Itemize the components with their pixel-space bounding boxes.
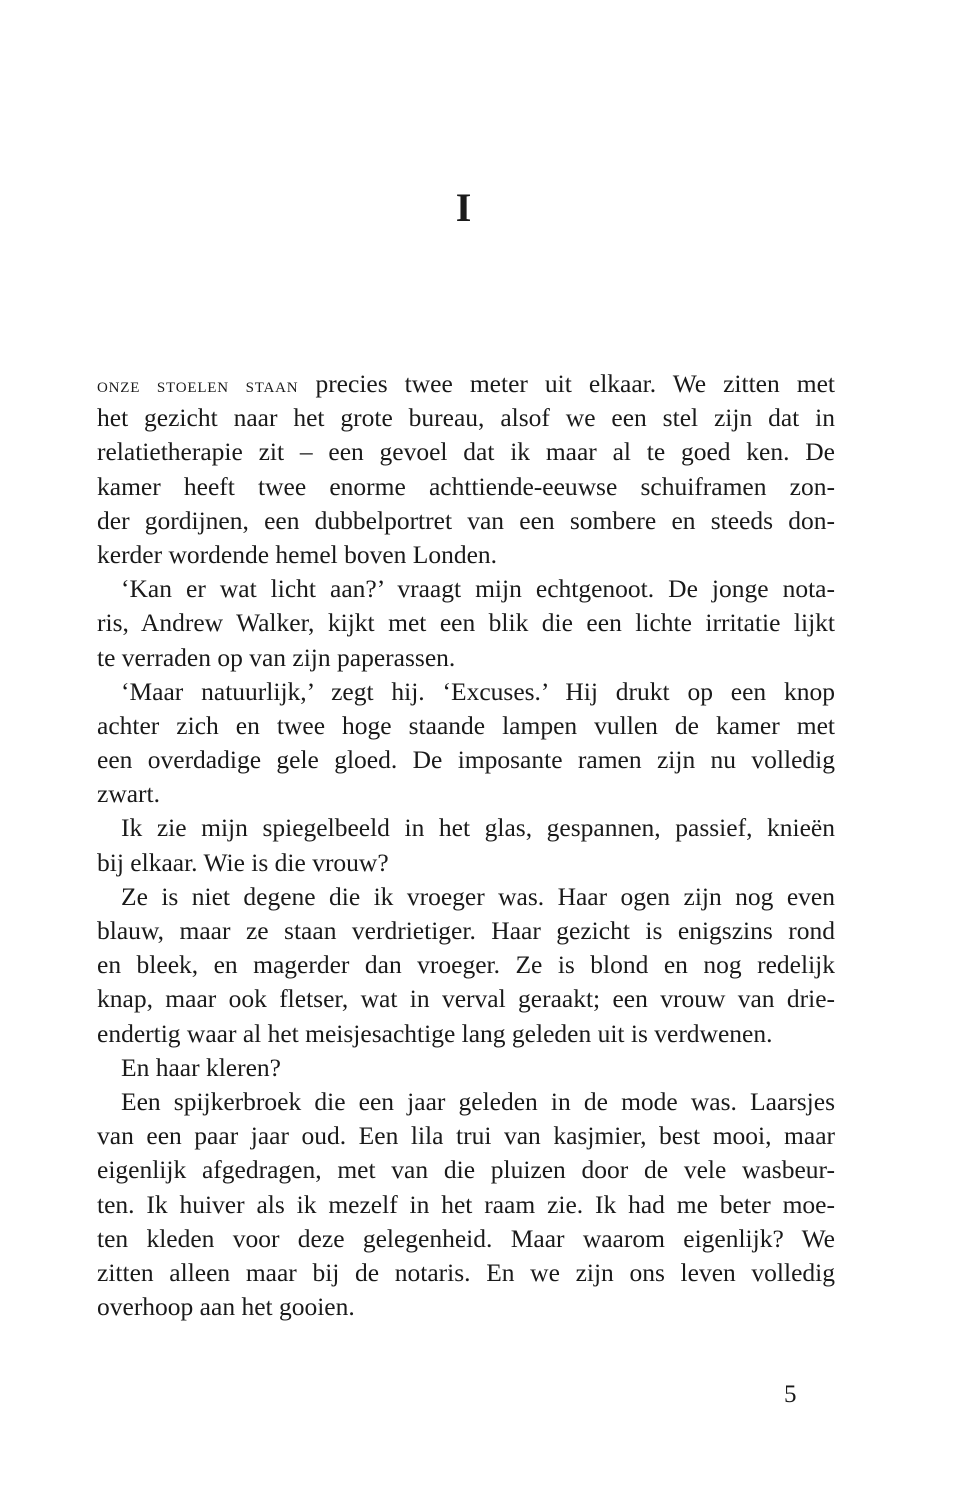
- small-caps-lead-in: onze stoelen staan: [97, 373, 299, 397]
- text-line: een overdadige gele gloed. De imposante ramen zijn nu volledig: [97, 745, 835, 775]
- text-line: bij elkaar. Wie is die vrouw?: [97, 847, 389, 877]
- page-number: 5: [784, 1381, 797, 1408]
- text-line: Een spijkerbroek die een jaar geleden in de mode was. Laarsjes: [121, 1086, 835, 1116]
- text-line: En haar kleren?: [121, 1052, 281, 1082]
- body-text: [97, 367, 835, 1324]
- text-line: der gordijnen, een dubbelportret van een sombere en steeds don-: [97, 505, 835, 535]
- chapter-number: I: [455, 185, 473, 230]
- text-line: blauw, maar ze staan verdrietiger. Haar gezicht is enigszins rond: [97, 916, 835, 945]
- text-line: onze stoelen staan precies twee meter uit elkaar. We zitten met: [97, 369, 835, 398]
- text-line: zitten alleen maar bij de notaris. En we zijn ons leven volledig: [97, 1257, 835, 1287]
- text-line: relatietherapie zit – een gevoel dat ik maar al te goed ken. De: [97, 437, 835, 467]
- text-line: het gezicht naar het grote bureau, alsof we een stel zijn dat in: [97, 403, 835, 433]
- text-line: knap, maar ook fletser, wat in verval geraakt; een vrouw van drie-: [97, 984, 835, 1014]
- text-line: ‘Kan er wat licht aan?’ vraagt mijn echtgenoot. De jonge nota-: [121, 574, 835, 604]
- text-line: eigenlijk afgedragen, met van die pluizen door de vele wasbeur-: [97, 1155, 835, 1185]
- text-line: ris, Andrew Walker, kijkt met een blik die een lichte irritatie lijkt: [97, 608, 835, 638]
- text-line: kerder wordende hemel boven Londen.: [97, 539, 498, 569]
- text-line: Ze is niet degene die ik vroeger was. Haar ogen zijn nog even: [121, 881, 835, 911]
- text-line: ‘Maar natuurlijk,’ zegt hij. ‘Excuses.’ Hij drukt op een knop: [121, 676, 835, 706]
- text-line: en bleek, en magerder dan vroeger. Ze is blond en nog redelijk: [97, 950, 835, 980]
- text-line: zwart.: [97, 779, 161, 809]
- text-line: te verraden op van zijn paperassen.: [97, 642, 456, 672]
- text-line: kamer heeft twee enorme achttiende-eeuwse schuiframen zon-: [97, 471, 835, 501]
- text-line: endertig waar al het meisjesachtige lang geleden uit is verdwenen.: [97, 1018, 773, 1048]
- text-line: overhoop aan het gooien.: [97, 1292, 355, 1322]
- text-line: van een paar jaar oud. Een lila trui van kasjmier, best mooi, maar: [97, 1121, 835, 1151]
- text-line: ten kleden voor deze gelegenheid. Maar waarom eigenlijk? We: [97, 1223, 835, 1253]
- text-line: Ik zie mijn spiegelbeeld in het glas, gespannen, passief, knieën: [121, 813, 835, 843]
- text-line: achter zich en twee hoge staande lampen vullen de kamer met: [97, 710, 835, 740]
- text-line: ten. Ik huiver als ik mezelf in het raam zie. Ik had me beter moe-: [97, 1189, 835, 1219]
